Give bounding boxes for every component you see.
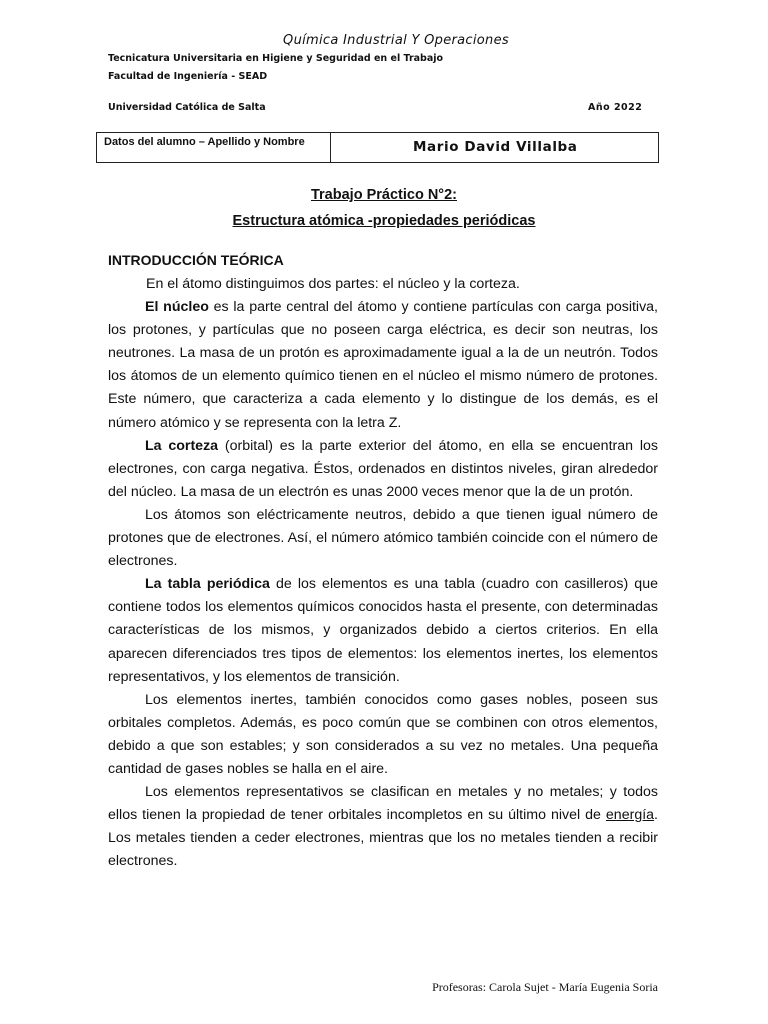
assignment-title: Trabajo Práctico N°2: bbox=[310, 187, 457, 203]
course-title: Química Industrial Y Operaciones bbox=[283, 33, 509, 48]
paragraph-3 bbox=[108, 435, 658, 504]
student-label: Datos del alumno – Apellido y Nombre bbox=[97, 133, 331, 162]
career-name: Tecnicatura Universitaria en Higiene y Seguridad en el Trabajo bbox=[108, 53, 444, 64]
paragraph-7-text-a: Los elementos representativos se clasifican en metales y no metales; y todos ellos tienen la propiedad de tener orbitales incompletos en su último nivel de bbox=[108, 784, 658, 824]
paragraph-7 bbox=[108, 781, 658, 873]
paragraph-2-text: es la parte central del átomo y contiene partículas con carga positiva, los protones, y partículas que no poseen carga eléctrica, es decir son neutras, los neutrones. La masa de un protón es aproximadamente igual a la de un neutrón. Todos los átomos de un elemento químico tienen en el núcleo el mismo número de protones. Este número, que caracteriza a cada elemento y lo distingue de los demás, es el número atómico y se representa con la letra Z. bbox=[108, 299, 658, 431]
year-label: Año 2022 bbox=[588, 102, 643, 113]
term-corteza: La corteza bbox=[145, 437, 219, 454]
paragraph-6: Los elementos inertes, también conocidos como gases nobles, poseen sus orbitales completos. Además, es poco común que se combinen con otros elementos, debido a que son estables; y son considerados a su vez no metales. Una pequeña cantidad de gases nobles se halla en el aire. bbox=[108, 691, 658, 777]
term-tabla-periodica: La tabla periódica bbox=[145, 576, 270, 593]
energia-link[interactable]: energía bbox=[605, 807, 655, 824]
paragraph-5 bbox=[108, 573, 658, 688]
term-nucleo: El núcleo bbox=[145, 299, 209, 316]
footer-teachers: Profesoras: Carola Sujet - María Eugenia Soria bbox=[432, 980, 658, 994]
paragraph-5-text: de los elementos es una tabla (cuadro con casilleros) que contiene todos los elementos químicos conocidos hasta el presente, con determinadas características de los mismos, y organizados debido a ciertos criterios. En ella aparecen diferenciados tres tipos de elementos: los elementos inertes, los elementos representativos, y los elementos de transición. bbox=[108, 576, 658, 685]
intro-body bbox=[108, 273, 658, 873]
intro-heading: INTRODUCCIÓN TEÓRICA bbox=[108, 252, 284, 268]
paragraph-1: En el átomo distinguimos dos partes: el núcleo y la corteza. bbox=[146, 276, 520, 292]
paragraph-4: Los átomos son eléctricamente neutros, debido a que tienen igual número de protones que de electrones. Así, el número atómico también coincide con el número de electrones. bbox=[108, 506, 658, 570]
paragraph-7-text-b: . Los metales tienden a ceder electrones, mientras que los no metales tienden a recibir electrones. bbox=[108, 807, 658, 870]
assignment-subtitle: Estructura atómica -propiedades periódicas bbox=[232, 213, 536, 229]
university-name: Universidad Católica de Salta bbox=[108, 102, 266, 113]
paragraph-2 bbox=[108, 296, 658, 435]
student-info-box bbox=[96, 132, 659, 163]
faculty-name: Facultad de Ingeniería - SEAD bbox=[108, 71, 268, 82]
student-name: Mario David Villalba bbox=[413, 139, 578, 155]
paragraph-3-text: (orbital) es la parte exterior del átomo, en ella se encuentran los electrones, con carga negativa. Éstos, ordenados en distintos niveles, giran alrededor del núcleo. La masa de un electrón es unas 2000 veces menor que la de un protón. bbox=[108, 437, 658, 500]
